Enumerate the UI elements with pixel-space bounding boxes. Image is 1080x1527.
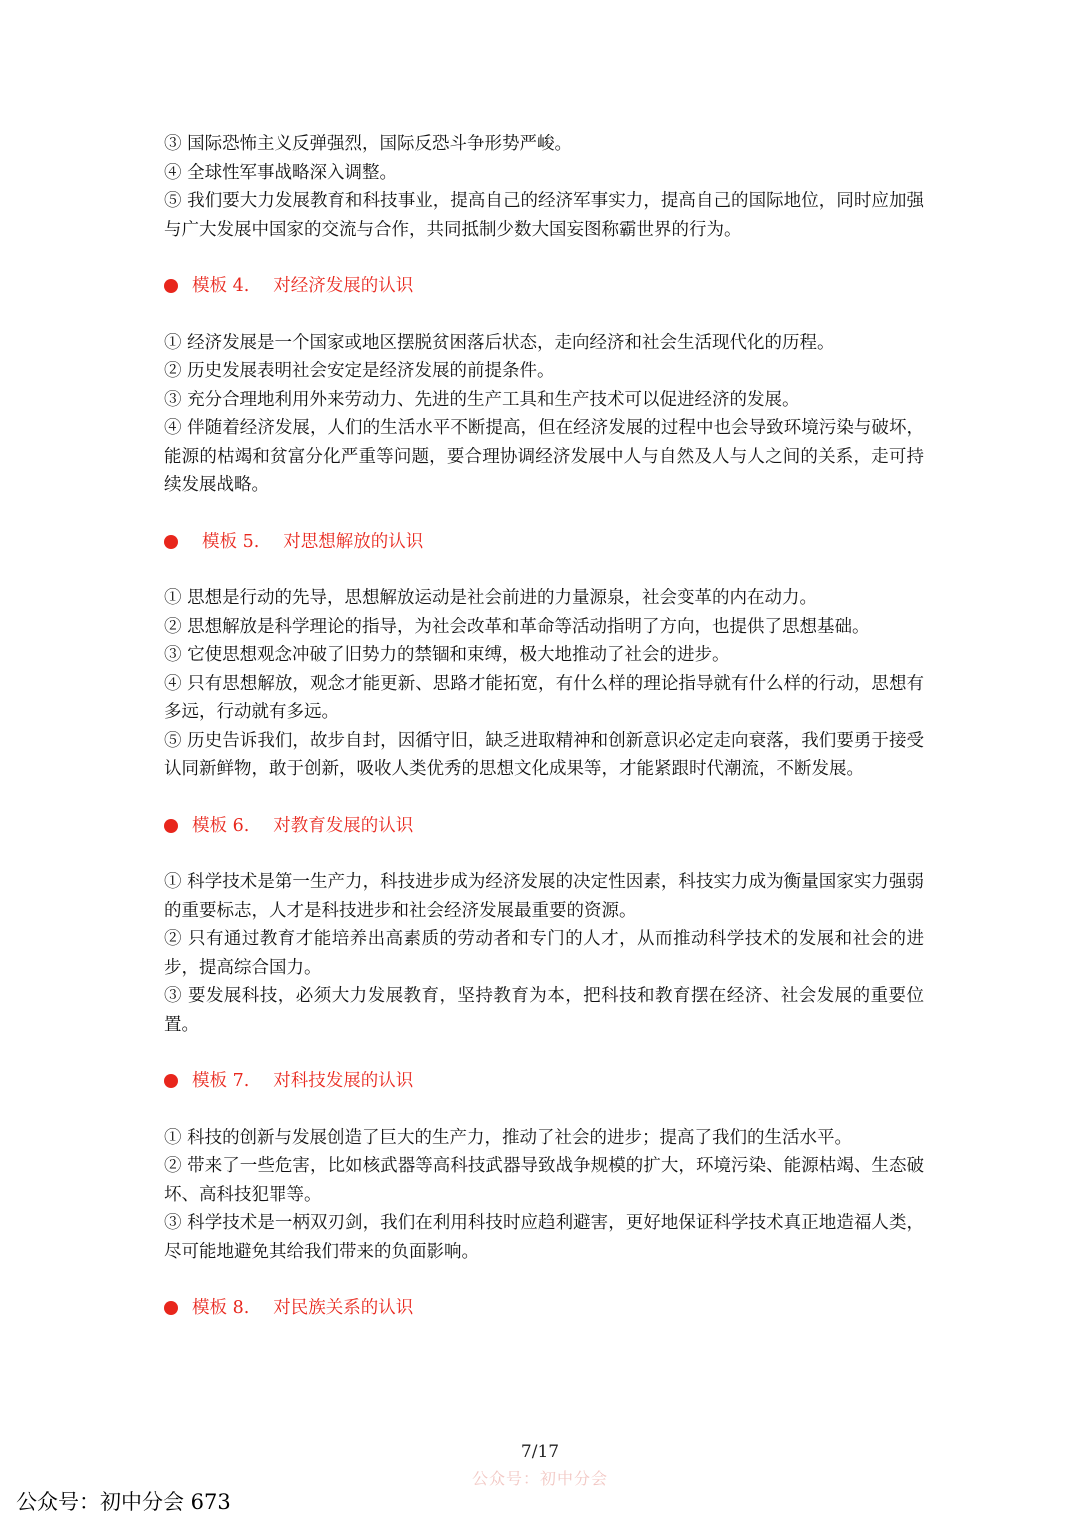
- list-item: ④ 只有思想解放，观念才能更新、思路才能拓宽，有什么样的理论指导就有什么样的行动，思想有多远，行动就有多远。: [164, 673, 924, 722]
- section-heading: [164, 1067, 924, 1096]
- list-item: ④ 全球性军事战略深入调整。: [164, 162, 398, 183]
- section-heading: [164, 528, 924, 557]
- list-item: ① 思想是行动的先导，思想解放运动是社会前进的力量源泉，社会变革的内在动力。: [164, 588, 818, 608]
- section-heading: [164, 272, 924, 301]
- list-item: ① 科学技术是第一生产力，科技进步成为经济发展的决定性因素，科技实力成为衡量国家实力强弱的重要标志，人才是科技进步和社会经济发展最重要的资源。: [164, 872, 924, 921]
- bullet-dot-icon: [164, 1074, 178, 1088]
- section-label: 模板 7.: [192, 1071, 250, 1091]
- section-title: 对科技发展的认识: [273, 1071, 414, 1091]
- intro-list: [164, 130, 924, 244]
- list-item: ④ 伴随着经济发展，人们的生活水平不断提高，但在经济发展的过程中也会导致环境污染与破坏，能源的枯竭和贫富分化严重等问题，要合理协调经济发展中人与自然及人与人之间的关系，走可持续发展战略。: [164, 418, 924, 495]
- list-item: ② 历史发展表明社会安定是经济发展的前提条件。: [164, 361, 555, 381]
- bullet-dot-icon: [164, 535, 178, 549]
- section-template-5: [164, 528, 924, 784]
- section-label: 模板 4.: [192, 276, 250, 296]
- section-title: 对思想解放的认识: [283, 531, 424, 552]
- list-item: ③ 要发展科技，必须大力发展教育，坚持教育为本，把科技和教育摆在经济、社会发展的重要位置。: [164, 986, 924, 1035]
- list-item: ② 思想解放是科学理论的指导，为社会改革和革命等活动指明了方向，也提供了思想基础。: [164, 616, 870, 637]
- section-template-8: [164, 1294, 924, 1323]
- list-item: ⑤ 历史告诉我们，故步自封，因循守旧，缺乏进取精神和创新意识必定走向衰落，我们要勇于接受认同新鲜物，敢于创新，吸收人类优秀的思想文化成果等，才能紧跟时代潮流，不断发展。: [164, 730, 924, 779]
- section-template-4: [164, 272, 924, 500]
- section-title: 对经济发展的认识: [273, 276, 414, 296]
- bullet-dot-icon: [164, 819, 178, 833]
- list-item: ③ 它使思想观念冲破了旧势力的禁锢和束缚，极大地推动了社会的进步。: [164, 645, 730, 665]
- section-template-6: [164, 812, 924, 1040]
- list-item: ① 科技的创新与发展创造了巨大的生产力，推动了社会的进步；提高了我们的生活水平。: [164, 1127, 853, 1148]
- page-content: [164, 130, 924, 1323]
- list-item: ① 经济发展是一个国家或地区摆脱贫困落后状态，走向经济和社会生活现代化的历程。: [164, 332, 835, 353]
- section-heading: [164, 812, 924, 841]
- list-item: ② 带来了一些危害，比如核武器等高科技武器导致战争规模的扩大，环境污染、能源枯竭、生态破坏、高科技犯罪等。: [164, 1156, 924, 1205]
- section-label: 模板 6.: [192, 815, 250, 836]
- section-title: 对民族关系的认识: [273, 1298, 414, 1318]
- list-item: ⑤ 我们要大力发展教育和科技事业，提高自己的经济军事实力，提高自己的国际地位，同时应加强与广大发展中国家的交流与合作，共同抵制少数大国妄图称霸世界的行为。: [164, 191, 924, 240]
- section-label: 模板 5.: [202, 531, 260, 552]
- bullet-dot-icon: [164, 279, 178, 293]
- section-heading: [164, 1294, 924, 1323]
- list-item: ③ 充分合理地利用外来劳动力、先进的生产工具和生产技术可以促进经济的发展。: [164, 389, 800, 410]
- list-item: ③ 科学技术是一柄双刃剑，我们在利用科技时应趋利避害，更好地保证科学技术真正地造福人类，尽可能地避免其给我们带来的负面影响。: [164, 1213, 924, 1262]
- list-item: ③ 国际恐怖主义反弹强烈，国际反恐斗争形势严峻。: [164, 134, 573, 154]
- page-number: 7/17: [520, 1442, 560, 1462]
- watermark-text: 公众号：初中分会: [471, 1469, 608, 1488]
- bullet-dot-icon: [164, 1301, 178, 1315]
- section-label: 模板 8.: [192, 1298, 250, 1318]
- section-template-7: [164, 1067, 924, 1266]
- footer-account-label: 公众号：初中分会 673: [16, 1490, 231, 1514]
- list-item: ② 只有通过教育才能培养出高素质的劳动者和专门的人才，从而推动科学技术的发展和社会的进步，提高综合国力。: [164, 929, 924, 978]
- section-title: 对教育发展的认识: [273, 815, 414, 836]
